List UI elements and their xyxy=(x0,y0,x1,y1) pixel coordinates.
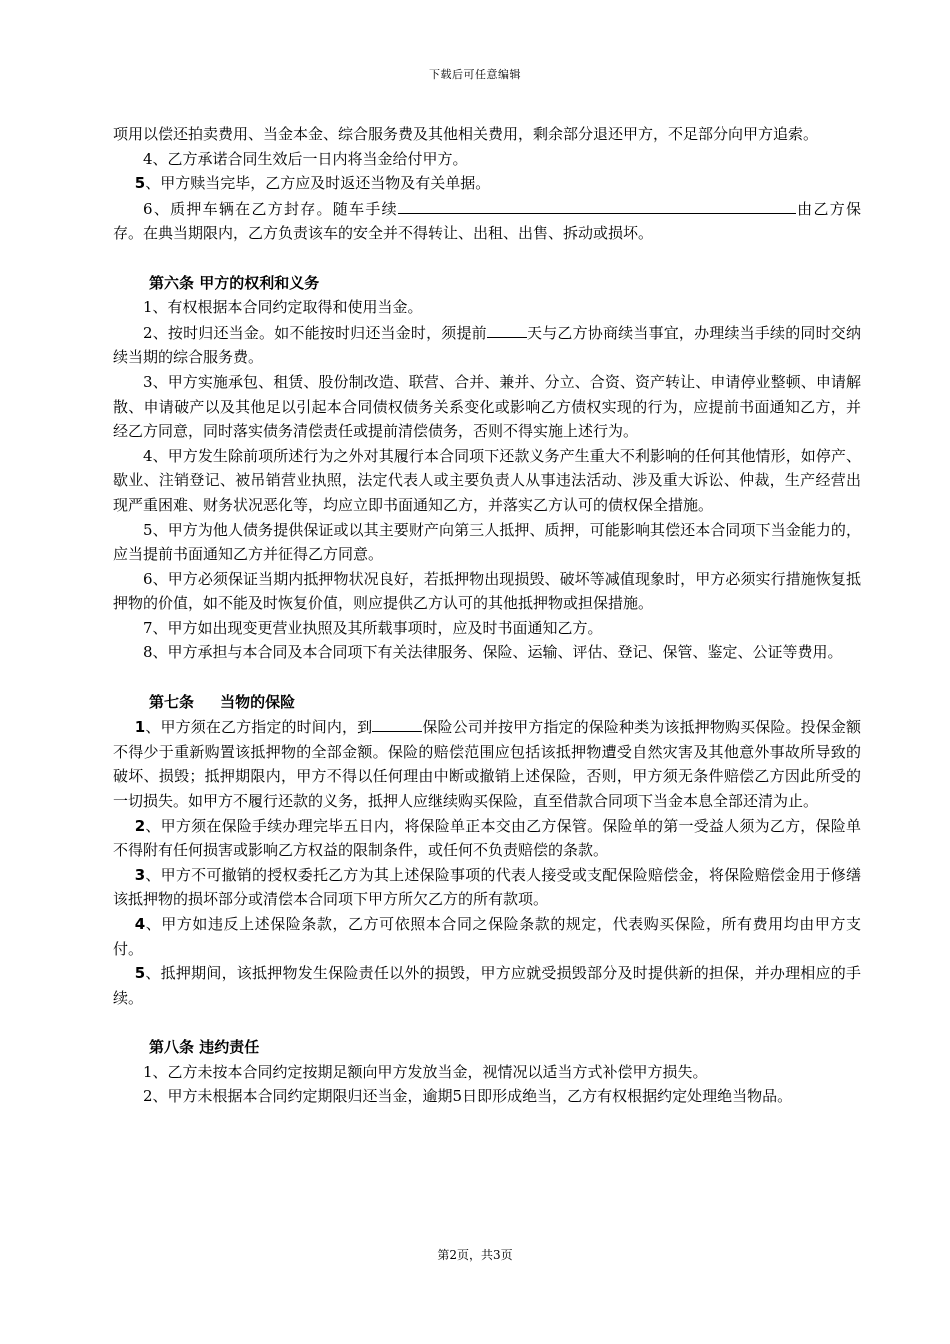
paragraph: 4、甲方发生除前项所述行为之外对其履行本合同项下还款义务产生重大不利影响的任何其他情形，如停产、歇业、注销登记、被吊销营业执照，法定代表人或主要负责人从事违法活动、涉及重大诉讼、仲裁，生产经营出现严重困难、财务状况恶化等，均应立即书面通知乙方，并落实乙方认可的债权保全措施。 xyxy=(113,446,861,514)
paragraph: 2、甲方未根据本合同约定期限归还当金，逾期5日即形成绝当，乙方有权根据约定处理绝当物品。 xyxy=(143,1087,793,1106)
paragraph: 5、抵押期间，该抵押物发生保险责任以外的损毁，甲方应就受损毁部分及时提供新的担保，并办理相应的手续。 xyxy=(113,964,861,1007)
document-body xyxy=(113,122,861,1109)
paragraph: 2、按时归还当金。如不能按时归还当金时，须提前 天与乙方协商续当事宜，办理续当手续的同时交纳续当期的综合服务费。 xyxy=(113,320,861,370)
page-number: 第2页，共3页 xyxy=(437,1248,513,1262)
paragraph: 5、甲方赎当完毕，乙方应及时返还当物及有关单据。 xyxy=(134,174,491,193)
paragraph: 1、乙方未按本合同约定按期足额向甲方发放当金，视情况以适当方式补偿甲方损失。 xyxy=(143,1062,708,1081)
fill-blank-line xyxy=(487,320,527,338)
paragraph: 3、甲方实施承包、租赁、股份制改造、联营、合并、兼并、分立、合资、资产转让、申请停业整顿、申请解散、申请破产以及其他足以引起本合同债权债务关系变化或影响乙方债权实现的行为，应提前书面通知乙方，并经乙方同意，同时落实债务清偿责任或提前清偿债务，否则不得实施上述行为。 xyxy=(113,372,861,441)
fill-blank-line xyxy=(372,714,422,732)
paragraph: 6、甲方必须保证当期内抵押物状况良好，若抵押物出现损毁、破坏等减值现象时，甲方必须实行措施恢复抵押物的价值，如不能及时恢复价值，则应提供乙方认可的其他抵押物或担保措施。 xyxy=(113,569,861,613)
fill-blank-line xyxy=(398,196,796,214)
page-header-note: 下载后可任意编辑 xyxy=(429,68,521,81)
paragraph: 1、有权根据本合同约定取得和使用当金。 xyxy=(143,298,423,317)
paragraph: 2、甲方须在保险手续办理完毕五日内，将保险单正本交由乙方保管。保险单的第一受益人须为乙方，保险单不得附有任何损害或影响乙方权益的限制条件，或任何不负责赔偿的条款。 xyxy=(113,816,861,860)
paragraph: 6、质押车辆在乙方封存。随车手续 由乙方保存。在典当期限内，乙方负责该车的安全并不得转让、出租、出售、拆动或损坏。 xyxy=(113,196,861,246)
paragraph: 4、甲方如违反上述保险条款，乙方可依照本合同之保险条款的规定，代表购买保险，所有费用均由甲方支付。 xyxy=(113,915,861,958)
section-heading-6: 第六条 甲方的权利和义务 xyxy=(149,273,320,292)
paragraph: 7、甲方如出现变更营业执照及其所载事项时，应及时书面通知乙方。 xyxy=(143,618,603,637)
section-heading-7: 第七条 当物的保险 xyxy=(149,692,296,711)
paragraph: 8、甲方承担与本合同及本合同项下有关法律服务、保险、运输、评估、登记、保管、鉴定、公证等费用。 xyxy=(143,643,843,662)
section-heading-8: 第八条 违约责任 xyxy=(149,1037,260,1056)
paragraph: 1、甲方须在乙方指定的时间内，到 保险公司并按甲方指定的保险种类为该抵押物购买保险。投保金额不得少于重新购置该抵押物的全部金额。保险的赔偿范围应包括该抵押物遭受自然灾害及其他意外事故所导致的破坏、损毁；抵押期限内，甲方不得以任何理由中断或撤销上述保险，否则，甲方须无条件赔偿乙方因此所受的一切损失。如甲方不履行还款的义务，抵押人应继续购买保险，直至借款合同项下当金本息全部还清为止。 xyxy=(113,714,861,813)
item-number: 5 xyxy=(134,174,146,193)
paragraph: 项用以偿还拍卖费用、当金本金、综合服务费及其他相关费用，剩余部分退还甲方，不足部分向甲方追索。 xyxy=(113,125,819,143)
paragraph: 4、乙方承诺合同生效后一日内将当金给付甲方。 xyxy=(143,149,468,168)
paragraph: 5、甲方为他人债务提供保证或以其主要财产向第三人抵押、质押，可能影响其偿还本合同项下当金能力的，应当提前书面通知乙方并征得乙方同意。 xyxy=(113,520,861,564)
paragraph: 3、甲方不可撤销的授权委托乙方为其上述保险事项的代表人接受或支配保险赔偿金，将保险赔偿金用于修缮该抵押物的损坏部分或清偿本合同项下甲方所欠乙方的所有款项。 xyxy=(113,865,861,909)
